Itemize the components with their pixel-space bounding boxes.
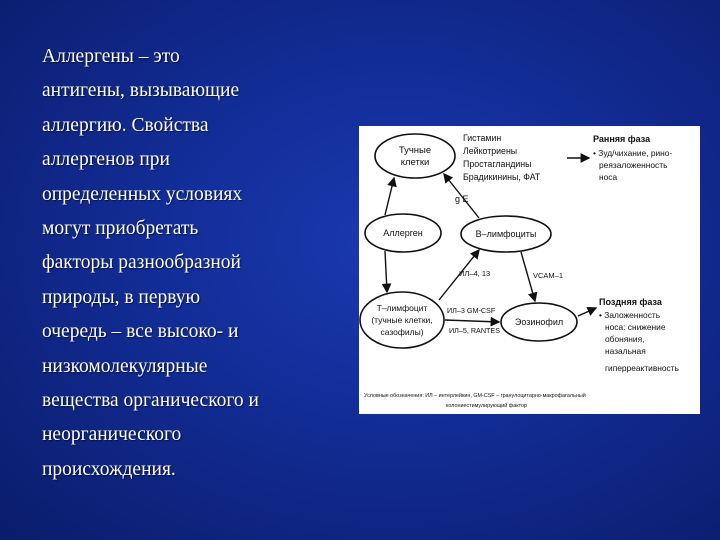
- diagram-footnote: колониестимулирующий фактор: [446, 403, 528, 409]
- late-phase-item: • Заложенность: [599, 310, 661, 320]
- arrow-t-to-eos: [445, 320, 499, 322]
- text-line: факторы разнообразной: [42, 252, 241, 274]
- t-lymphocyte-label: (тучные клетки,: [371, 315, 433, 325]
- early-phase-item: реязаложенность: [599, 160, 668, 170]
- late-phase-item: гиперреактивность: [605, 363, 679, 373]
- text-line: определенных условиях: [42, 183, 243, 205]
- il3-label: ИЛ–3 GM-CSF: [447, 306, 496, 315]
- t-lymphocyte-label: сазофилы): [380, 327, 424, 337]
- ige-label: g E: [455, 194, 469, 204]
- text-line: вещества органического и: [42, 390, 259, 412]
- il4-label: ИЛ–4, 13: [459, 269, 491, 278]
- late-phase-item: обоняния,: [605, 334, 645, 344]
- il5-label: ИЛ–5, RANTES: [449, 326, 501, 335]
- text-line: аллергию. Свойства: [42, 114, 209, 136]
- text-line: природы, в первую: [42, 286, 201, 308]
- text-line: неорганического: [42, 424, 182, 446]
- slide-body-text: [42, 40, 342, 487]
- late-phase-title: Поздняя фаза: [599, 297, 662, 307]
- text-line: аллергенов при: [42, 149, 170, 171]
- mediator-text: Лейкотриены: [463, 146, 518, 156]
- mediator-text: Брадикинины, ФАТ: [463, 172, 541, 182]
- b-lymphocytes-label: В–лимфоциты: [475, 229, 537, 239]
- allergy-diagram: [359, 126, 700, 414]
- allergen-label: Аллерген: [383, 228, 423, 238]
- early-phase-item: носа: [599, 172, 618, 182]
- mast-cells-label: клетки: [400, 157, 430, 168]
- text-line: происхождения.: [42, 458, 176, 480]
- text-line: Аллергены – это: [42, 46, 180, 67]
- diagram-footnote: Условные обозначения: ИЛ – интерлейкин, GM-CSF – гранулоцитарно-макрофагальный: [364, 393, 586, 399]
- diagram-canvas: [359, 126, 700, 414]
- early-phase-item: • Зуд/чихание, рино-: [593, 148, 673, 158]
- mast-cells-label: Тучные: [398, 145, 432, 156]
- text-line: антигены, вызывающие: [42, 80, 240, 102]
- mediator-text: Простагландины: [463, 159, 532, 169]
- arrow-allergen-to-t: [385, 251, 387, 292]
- vcam-label: VCAM–1: [533, 271, 564, 280]
- late-phase-item: назальная: [605, 346, 646, 356]
- eosinophil-label: Эозинофил: [514, 317, 564, 327]
- t-lymphocyte-label: Т–лимфоцит: [376, 303, 428, 313]
- early-phase-title: Ранняя фаза: [593, 134, 651, 144]
- text-line: низкомолекулярные: [42, 355, 208, 377]
- text-line: очередь – все высоко- и: [42, 321, 239, 343]
- arrow-eos-to-late: [578, 308, 596, 316]
- text-line: могут приобретать: [42, 218, 199, 240]
- mediator-text: Гистамин: [463, 133, 502, 143]
- arrow-allergen-to-mast: [385, 178, 394, 215]
- late-phase-item: носа: снижение: [605, 322, 666, 332]
- mast-cells-node: [375, 134, 455, 178]
